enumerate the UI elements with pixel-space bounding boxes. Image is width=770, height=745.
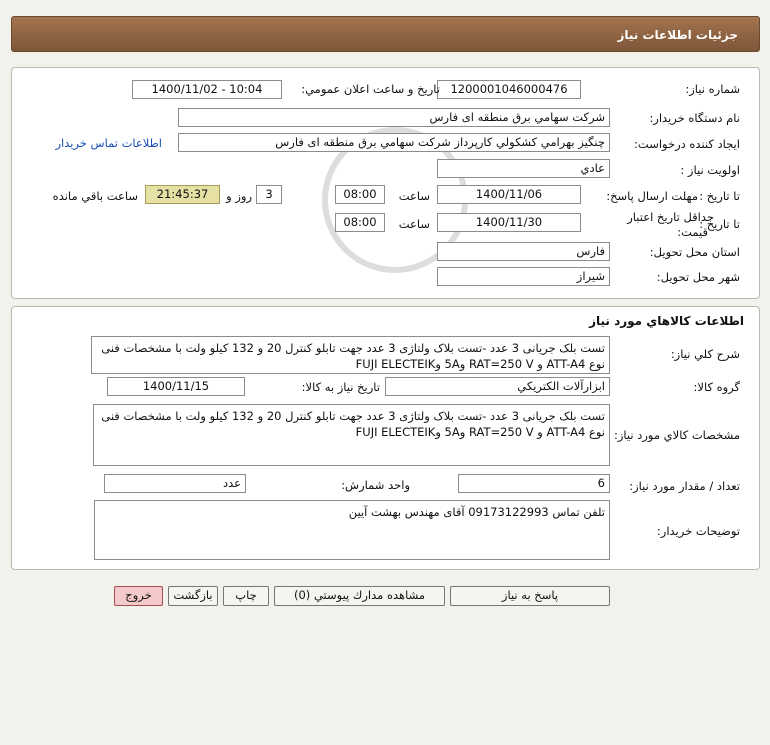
price-validity-label-2: قيمت:: [677, 225, 708, 239]
delivery-city-field: شيراز: [437, 267, 610, 286]
view-attachments-button[interactable]: مشاهده مدارك پيوستي (0): [274, 586, 445, 606]
need-number-field: 1200001046000476: [437, 80, 581, 99]
reply-days-field: 3: [256, 185, 282, 204]
buyer-org-label: نام دستگاه خريدار:: [649, 111, 740, 125]
general-desc-field: تست بلک جریانی 3 عدد -تست بلاک ولتاژی 3 عدد جهت تابلو کنترل 20 و 132 کیلو ولت با مشخصات فنی نوع ATT-A4 و RAT=250 V و5A وFUJI ELECTEIK: [91, 336, 610, 374]
priority-field: عادي: [437, 159, 610, 178]
buyer-notes-field: تلفن تماس 09173122993 آقای مهندس بهشت آیین: [94, 500, 610, 560]
goods-section-title: اطلاعات كالاهاي مورد نياز: [589, 314, 744, 328]
buyer-org-field: شركت سهامي برق منطقه اى فارس: [178, 108, 610, 127]
back-button[interactable]: بازگشت: [168, 586, 218, 606]
priority-label: اولويت نياز :: [680, 163, 740, 177]
print-button[interactable]: چاپ: [223, 586, 269, 606]
delivery-province-field: فارس: [437, 242, 610, 261]
requester-field: چنگيز بهرامي كشكولي كارپرداز شركت سهامي برق منطقه اى فارس: [178, 133, 610, 152]
announce-datetime-field: 1400/11/02 - 10:04: [132, 80, 282, 99]
price-validity-label-1: حداقل تاريخ اعتبار: [627, 210, 714, 224]
delivery-city-label: شهر محل تحويل:: [656, 270, 740, 284]
need-details-panel: [11, 67, 760, 299]
need-date-field: 1400/11/15: [107, 377, 245, 396]
need-number-label: شماره نياز:: [685, 82, 740, 96]
reply-to-date-label: تا تاريخ :: [699, 189, 740, 203]
quantity-field: 6: [458, 474, 610, 493]
announce-datetime-label: تاريخ و ساعت اعلان عمومي:: [301, 82, 440, 96]
remaining-time-label: ساعت باقي مانده: [52, 189, 138, 203]
delivery-province-label: استان محل تحويل:: [649, 245, 740, 259]
exit-button[interactable]: خروج: [114, 586, 163, 606]
reply-time-label: ساعت: [398, 189, 430, 203]
reply-date-field: 1400/11/06: [437, 185, 581, 204]
quantity-label: تعداد / مقدار مورد نياز:: [629, 479, 740, 493]
validity-time-field: 08:00: [335, 213, 385, 232]
reply-time-field: 08:00: [335, 185, 385, 204]
requester-label: ايجاد كننده درخواست:: [634, 137, 740, 151]
need-date-label: تاريخ نياز به كالا:: [301, 380, 380, 394]
validity-time-label: ساعت: [398, 217, 430, 231]
buyer-contact-link[interactable]: اطلاعات تماس خريدار: [55, 136, 162, 150]
reply-deadline-label: مهلت ارسال پاسخ:: [606, 189, 698, 203]
specs-field: تست بلک جریانی 3 عدد -تست بلاک ولتاژی 3 عدد جهت تابلو کنترل 20 و 132 کیلو ولت با مشخصات فنی نوع ATT-A4 و RAT=250 V و5A وFUJI ELECTEIK: [93, 404, 610, 466]
buyer-notes-label: توضيحات خريدار:: [656, 524, 740, 538]
unit-field: عدد: [104, 474, 246, 493]
remaining-time-field: 21:45:37: [145, 185, 220, 204]
reply-button[interactable]: پاسخ به نياز: [450, 586, 610, 606]
goods-group-field: ابزارآلات الكتريكي: [385, 377, 610, 396]
goods-group-label: گروه كالا:: [693, 380, 740, 394]
unit-label: واحد شمارش:: [341, 478, 410, 492]
validity-to-date-label: تا تاريخ :: [699, 217, 740, 231]
page-title: جزئيات اطلاعات نياز: [617, 28, 738, 42]
general-desc-label: شرح كلي نياز:: [670, 347, 740, 361]
validity-date-field: 1400/11/30: [437, 213, 581, 232]
specs-label: مشخصات كالاي مورد نياز:: [613, 428, 740, 442]
reply-days-label: روز و: [226, 189, 252, 203]
